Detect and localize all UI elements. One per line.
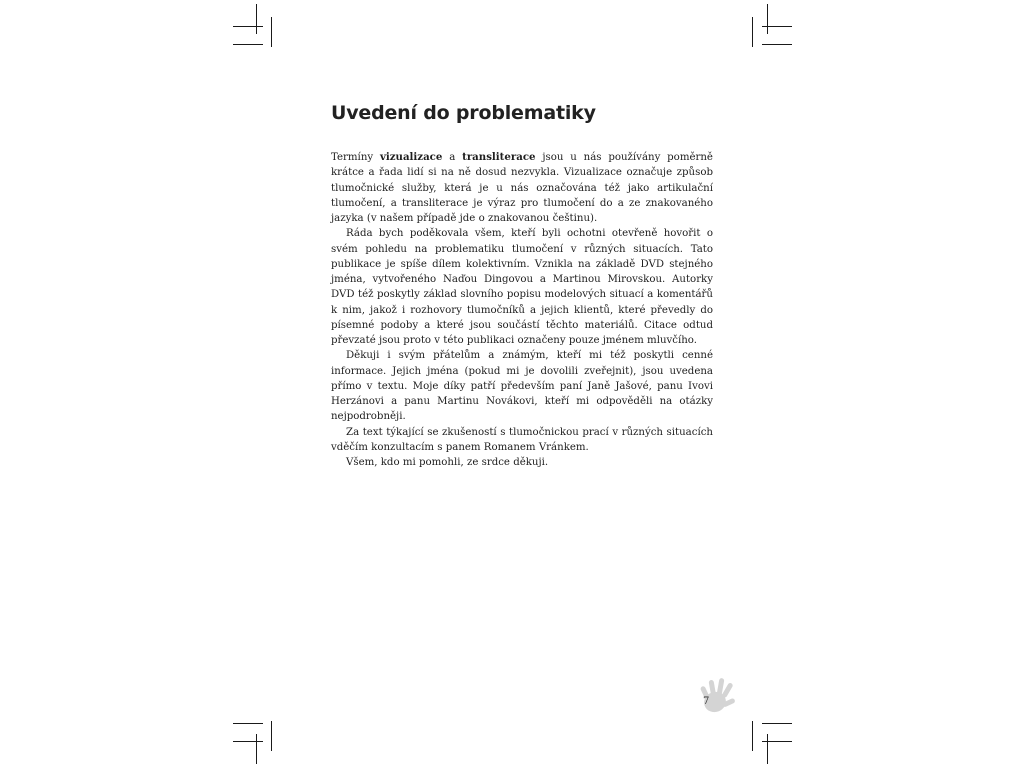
paragraph-text: Termíny [331,152,380,163]
hand-icon [695,672,741,718]
term-vizualizace: vizualizace [379,151,443,163]
paragraph: Ráda bych poděkovala všem, kteří byli ochotni otevřeně hovořit o svém pohledu na problematiku tlumočení v různých situacích. Tato publikace je spíše dílem kolektivním. Vznikla na základě DVD stejného jména, vytvořeného Naďou Dingovou a Martinou Mirovskou. Autorky DVD též poskytly základ slovního popisu modelových situací a komentářů k nim, jakož i rozhovory tlumočníků a jejich klientů, které převedly do písemné podoby a které jsou součástí těchto materiálů. Citace odtud převzaté jsou proto v této publikaci označeny pouze jménem mluvčího. [331,228,713,346]
paragraph: Všem, kdo mi pomohli, ze srdce děkuji. [346,457,549,468]
paragraph: Za text týkající se zkušeností s tlumočnickou prací v různých situacích vděčím konzultacím s panem Romanem Vránkem. [331,426,713,453]
crop-mark [762,44,792,45]
crop-mark [233,44,263,45]
page-title: Uvedení do problematiky [331,102,596,124]
crop-mark [767,734,768,764]
crop-mark [752,721,753,751]
paragraph-text: jsou u nás používány poměrně krátce a řada lidí si na ně dosud nezvykla. Vizualizace označuje způsob tlumočnické služby, která je u nás označována též jako artikulační tlumočení, a transliterace je výraz pro tlumočení do a ze znakovaného jazyka (v našem případě jde o znakovanou češtinu). [331,152,713,224]
paragraph-text: a [442,152,463,163]
term-transliterace: transliterace [462,151,536,163]
crop-mark [271,17,272,47]
crop-mark [256,4,257,34]
paragraph: Děkuji i svým přátelům a známým, kteří mi též poskytli cenné informace. Jejich jména (pokud mi je dovolili zveřejnit), jsou uvedena přímo v textu. Moje díky patří především paní Janě Jašové, panu Ivovi Herzánovi a panu Martinu Novákovi, kteří mi odpověděli na otázky nejpodrobněji. [331,350,713,423]
page-number: 7 [703,696,710,707]
crop-mark [256,734,257,764]
body-text [331,150,713,470]
crop-mark [271,721,272,751]
crop-mark [762,723,792,724]
paragraph [331,150,713,226]
crop-mark [233,741,263,742]
crop-mark [752,17,753,47]
crop-mark [233,26,263,27]
crop-mark [767,4,768,34]
crop-mark [233,723,263,724]
